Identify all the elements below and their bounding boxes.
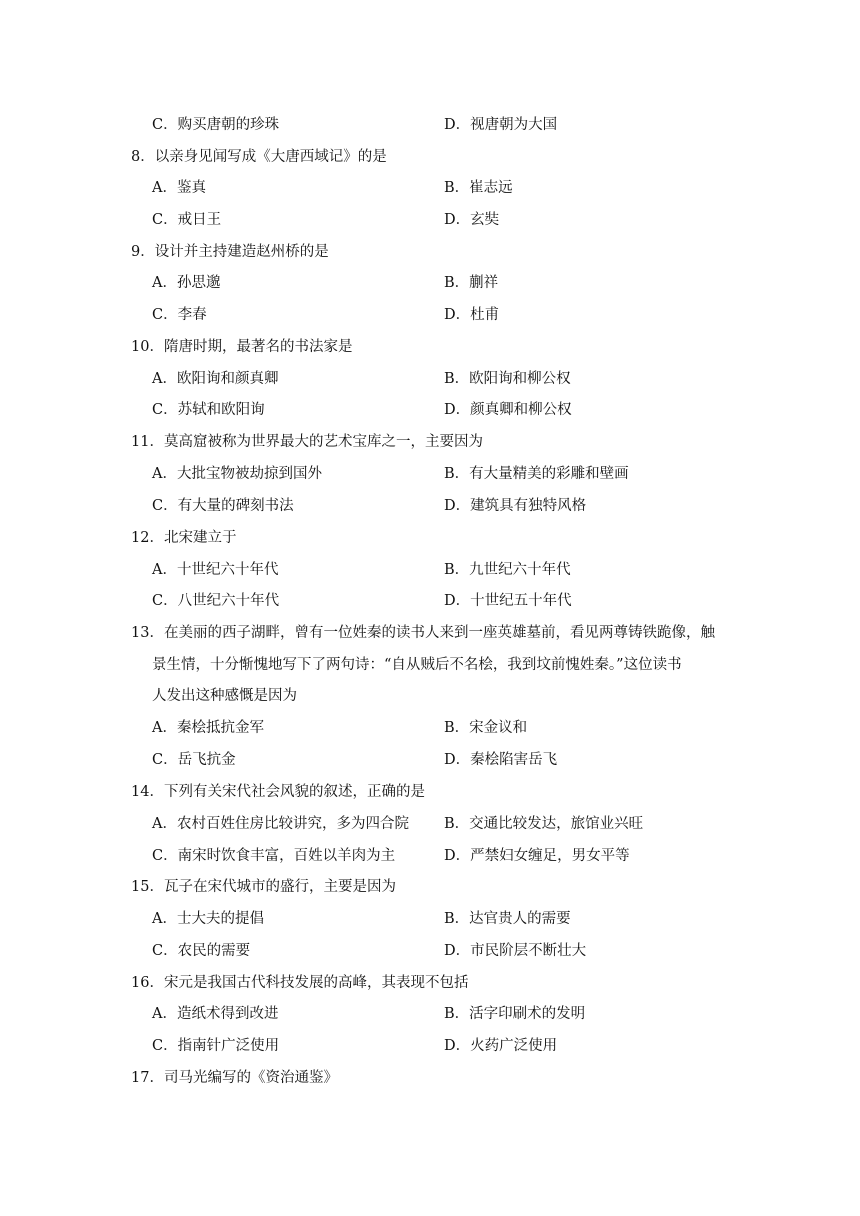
option-11-c: C．有大量的碑刻书法 bbox=[152, 498, 294, 514]
option-10-c: C．苏轼和欧阳询 bbox=[152, 402, 265, 418]
option-8-d: D．玄奘 bbox=[444, 212, 500, 228]
question-13-stem: 景生情，十分惭愧地写下了两句诗：“自从贼后不名桧，我到坟前愧姓秦。”这位读书 bbox=[152, 657, 682, 673]
option-14-c: C．南宋时饮食丰富，百姓以羊肉为主 bbox=[152, 848, 396, 864]
question-8-stem: 8．以亲身见闻写成《大唐西域记》的是 bbox=[131, 149, 387, 165]
option-8-c: C．戒日王 bbox=[152, 212, 222, 228]
option-7-d: D．视唐朝为大国 bbox=[444, 117, 558, 133]
question-13-stem: 人发出这种感慨是因为 bbox=[152, 688, 297, 704]
option-9-d: D．杜甫 bbox=[444, 307, 500, 323]
option-8-b: B．崔志远 bbox=[444, 180, 513, 196]
option-15-c: C．农民的需要 bbox=[152, 943, 251, 959]
option-11-d: D．建筑具有独特风格 bbox=[444, 498, 587, 514]
option-10-b: B．欧阳询和柳公权 bbox=[444, 371, 571, 387]
question-13-stem: 13．在美丽的西子湖畔，曾有一位姓秦的读书人来到一座英雄墓前，看见两尊铸铁跪像，触 bbox=[131, 625, 715, 641]
option-16-b: B．活字印刷术的发明 bbox=[444, 1006, 586, 1022]
option-9-a: A．孙思邈 bbox=[152, 275, 221, 291]
question-14-stem: 14．下列有关宋代社会风貌的叙述，正确的是 bbox=[131, 784, 425, 800]
option-13-c: C．岳飞抗金 bbox=[152, 752, 236, 768]
option-14-d: D．严禁妇女缠足，男女平等 bbox=[444, 848, 630, 864]
option-13-d: D．秦桧陷害岳飞 bbox=[444, 752, 558, 768]
option-16-a: A．造纸术得到改进 bbox=[152, 1006, 279, 1022]
option-15-d: D．市民阶层不断壮大 bbox=[444, 943, 587, 959]
option-9-c: C．李春 bbox=[152, 307, 207, 323]
option-8-a: A．鉴真 bbox=[152, 180, 206, 196]
option-9-b: B．蒯祥 bbox=[444, 275, 499, 291]
option-16-d: D．火药广泛使用 bbox=[444, 1038, 558, 1054]
option-10-a: A．欧阳询和颜真卿 bbox=[152, 371, 279, 387]
option-14-a: A．农村百姓住房比较讲究，多为四合院 bbox=[152, 816, 409, 832]
question-17-stem: 17．司马光编写的《资治通鉴》 bbox=[131, 1070, 338, 1086]
option-14-b: B．交通比较发达，旅馆业兴旺 bbox=[444, 816, 644, 832]
option-12-d: D．十世纪五十年代 bbox=[444, 593, 572, 609]
option-12-b: B．九世纪六十年代 bbox=[444, 562, 571, 578]
option-10-d: D．颜真卿和柳公权 bbox=[444, 402, 572, 418]
option-11-a: A．大批宝物被劫掠到国外 bbox=[152, 466, 322, 482]
option-12-c: C．八世纪六十年代 bbox=[152, 593, 280, 609]
question-16-stem: 16．宋元是我国古代科技发展的高峰，其表现不包括 bbox=[131, 975, 469, 991]
question-9-stem: 9．设计并主持建造赵州桥的是 bbox=[131, 244, 329, 260]
option-15-a: A．士大夫的提倡 bbox=[152, 911, 264, 927]
option-12-a: A．十世纪六十年代 bbox=[152, 562, 279, 578]
option-11-b: B．有大量精美的彩雕和壁画 bbox=[444, 466, 629, 482]
option-7-c: C．购买唐朝的珍珠 bbox=[152, 117, 280, 133]
option-16-c: C．指南针广泛使用 bbox=[152, 1038, 280, 1054]
question-10-stem: 10．隋唐时期，最著名的书法家是 bbox=[131, 339, 353, 355]
question-12-stem: 12．北宋建立于 bbox=[131, 530, 237, 546]
option-15-b: B．达官贵人的需要 bbox=[444, 911, 571, 927]
option-13-b: B．宋金议和 bbox=[444, 720, 528, 736]
option-13-a: A．秦桧抵抗金军 bbox=[152, 720, 264, 736]
question-11-stem: 11．莫高窟被称为世界最大的艺术宝库之一，主要因为 bbox=[131, 434, 483, 450]
question-15-stem: 15．瓦子在宋代城市的盛行，主要是因为 bbox=[131, 879, 396, 895]
